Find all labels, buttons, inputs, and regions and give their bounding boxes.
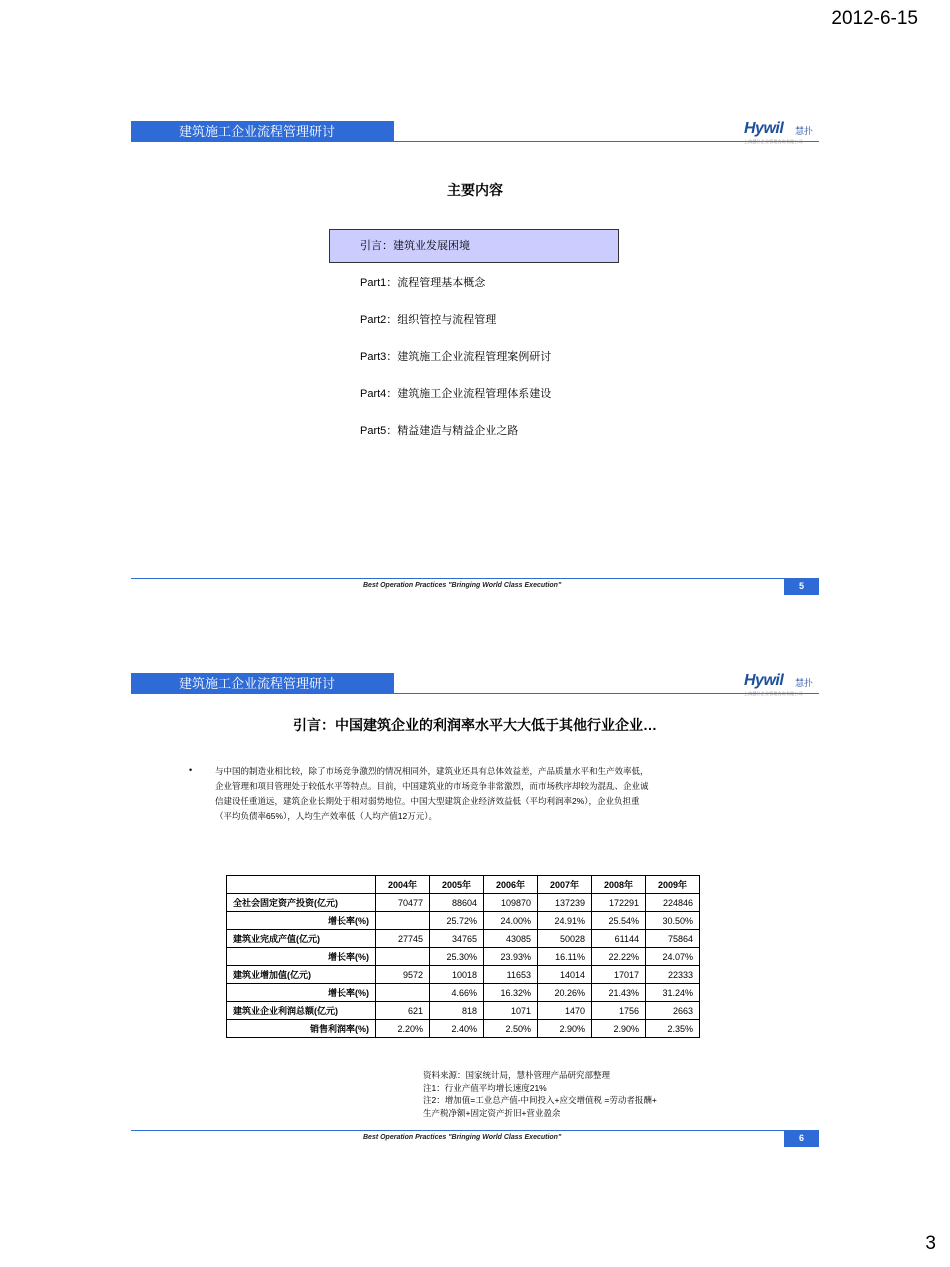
logo-subtitle: 上海慧扑企业管理咨询有限公司	[744, 691, 803, 696]
table-cell: 11653	[484, 966, 538, 984]
statistics-table	[226, 875, 700, 1038]
header-divider	[131, 141, 819, 142]
table-cell: 224846	[646, 894, 700, 912]
table-row	[227, 984, 700, 1002]
table-cell: 2.20%	[376, 1020, 430, 1038]
column-header: 2007年	[538, 876, 592, 894]
table-cell: 70477	[376, 894, 430, 912]
table-cell: 24.91%	[538, 912, 592, 930]
table-cell: 50028	[538, 930, 592, 948]
paragraph-line: 企业管理和项目管理处于较低水平等特点。目前，中国建筑业的市场竞争非常激烈，而市场秩序却较为混乱、企业诚	[215, 781, 649, 791]
table-row	[227, 912, 700, 930]
table-cell	[376, 984, 430, 1002]
table-cell: 25.54%	[592, 912, 646, 930]
toc-item-part5: Part5：精益建造与精益企业之路	[360, 425, 519, 437]
bullet-icon: •	[189, 765, 193, 775]
table-cell: 20.26%	[538, 984, 592, 1002]
table-cell: 1470	[538, 1002, 592, 1020]
table-cell: 2.50%	[484, 1020, 538, 1038]
toc-item-part2: Part2：组织管控与流程管理	[360, 314, 497, 326]
slide-number: 5	[784, 578, 819, 595]
slide-title: 主要内容	[447, 182, 503, 198]
row-label: 增长率(%)	[227, 912, 376, 930]
toc-item-part3: Part3：建筑施工企业流程管理案例研讨	[360, 351, 552, 363]
header-divider	[131, 693, 819, 694]
table-cell: 2.90%	[538, 1020, 592, 1038]
table-cell: 137239	[538, 894, 592, 912]
header-title: 建筑施工企业流程管理研讨	[131, 673, 394, 694]
column-header: 2004年	[376, 876, 430, 894]
note-line: 注2：增加值=工业总产值-中间投入+应交增值税 =劳动者报酬+	[423, 1095, 657, 1105]
table-row	[227, 930, 700, 948]
table-cell: 1071	[484, 1002, 538, 1020]
row-label: 销售利润率(%)	[227, 1020, 376, 1038]
paragraph-line: 与中国的制造业相比较，除了市场竞争激烈的情况相同外，建筑业还具有总体效益差，产品质量水平和生产效率低，	[215, 766, 649, 776]
paragraph-line: 信建设任重道远，建筑企业长期处于相对弱势地位。中国大型建筑企业经济效益低（平均利润率2%），企业负担重	[215, 796, 640, 806]
table-row	[227, 894, 700, 912]
table-cell: 31.24%	[646, 984, 700, 1002]
table-cell: 818	[430, 1002, 484, 1020]
table-cell: 14014	[538, 966, 592, 984]
column-header: 2005年	[430, 876, 484, 894]
table-cell: 1756	[592, 1002, 646, 1020]
table-row	[227, 1020, 700, 1038]
table-cell: 43085	[484, 930, 538, 948]
table-cell: 23.93%	[484, 948, 538, 966]
toc-item-intro: 引言：建筑业发展困境	[360, 240, 470, 252]
row-label: 增长率(%)	[227, 984, 376, 1002]
intro-paragraph	[215, 764, 755, 824]
logo-text: Hywil	[744, 672, 784, 689]
table-cell: 88604	[430, 894, 484, 912]
table-cell: 621	[376, 1002, 430, 1020]
table-cell: 24.00%	[484, 912, 538, 930]
logo-cn: 慧扑	[795, 126, 814, 136]
table-cell	[376, 912, 430, 930]
table-cell: 30.50%	[646, 912, 700, 930]
page-number: 3	[925, 1233, 936, 1254]
table-cell: 2663	[646, 1002, 700, 1020]
note-line: 资料来源：国家统计局，慧朴管理产品研究部整理	[423, 1070, 611, 1080]
table-cell: 75864	[646, 930, 700, 948]
table-row	[227, 966, 700, 984]
logo-cn: 慧扑	[795, 678, 814, 688]
table-cell: 2.90%	[592, 1020, 646, 1038]
row-label: 建筑业增加值(亿元)	[227, 966, 376, 984]
header-title: 建筑施工企业流程管理研讨	[131, 121, 394, 142]
table-cell: 9572	[376, 966, 430, 984]
footer-divider	[131, 1130, 819, 1131]
footer-slogan: Best Operation Practices "Bringing World Class Execution"	[363, 582, 562, 589]
table-cell: 22333	[646, 966, 700, 984]
table-cell: 109870	[484, 894, 538, 912]
table-cell: 25.72%	[430, 912, 484, 930]
note-line: 生产税净额+固定资产折旧+营业盈余	[423, 1107, 561, 1118]
toc-item-part4: Part4：建筑施工企业流程管理体系建设	[360, 388, 552, 400]
row-label: 建筑业企业利润总额(亿元)	[227, 1002, 376, 1020]
table-cell: 2.40%	[430, 1020, 484, 1038]
slide-number: 6	[784, 1130, 819, 1147]
slide-5	[131, 118, 819, 598]
table-header-row	[227, 876, 700, 894]
slide-title: 引言：中国建筑企业的利润率水平大大低于其他行业企业…	[293, 717, 657, 733]
logo-text: Hywil	[744, 120, 784, 137]
note-line: 注1：行业产值平均增长速度21%	[423, 1082, 547, 1093]
slide-6	[131, 670, 819, 1148]
table-row	[227, 1002, 700, 1020]
column-header	[227, 876, 376, 894]
row-label: 建筑业完成产值(亿元)	[227, 930, 376, 948]
table-cell: 25.30%	[430, 948, 484, 966]
row-label: 增长率(%)	[227, 948, 376, 966]
row-label: 全社会固定资产投资(亿元)	[227, 894, 376, 912]
column-header: 2009年	[646, 876, 700, 894]
table-cell: 27745	[376, 930, 430, 948]
footer-divider	[131, 578, 819, 579]
table-cell: 172291	[592, 894, 646, 912]
source-notes	[423, 1069, 657, 1119]
company-logo	[744, 120, 819, 146]
table-cell: 61144	[592, 930, 646, 948]
column-header: 2008年	[592, 876, 646, 894]
footer-slogan: Best Operation Practices "Bringing World Class Execution"	[363, 1134, 562, 1141]
table-cell: 24.07%	[646, 948, 700, 966]
paragraph-line: （平均负债率65%），人均生产效率低（人均产值12万元）。	[215, 811, 437, 821]
table-cell: 4.66%	[430, 984, 484, 1002]
logo-subtitle: 上海慧扑企业管理咨询有限公司	[744, 139, 803, 144]
table-cell: 10018	[430, 966, 484, 984]
table-cell: 34765	[430, 930, 484, 948]
column-header: 2006年	[484, 876, 538, 894]
table-row	[227, 948, 700, 966]
table-cell	[376, 948, 430, 966]
company-logo	[744, 672, 819, 698]
table-cell: 22.22%	[592, 948, 646, 966]
table-cell: 21.43%	[592, 984, 646, 1002]
table-cell: 17017	[592, 966, 646, 984]
table-cell: 16.32%	[484, 984, 538, 1002]
toc-item-part1: Part1：流程管理基本概念	[360, 277, 486, 289]
page-date: 2012-6-15	[831, 8, 918, 29]
table-cell: 2.35%	[646, 1020, 700, 1038]
table-cell: 16.11%	[538, 948, 592, 966]
